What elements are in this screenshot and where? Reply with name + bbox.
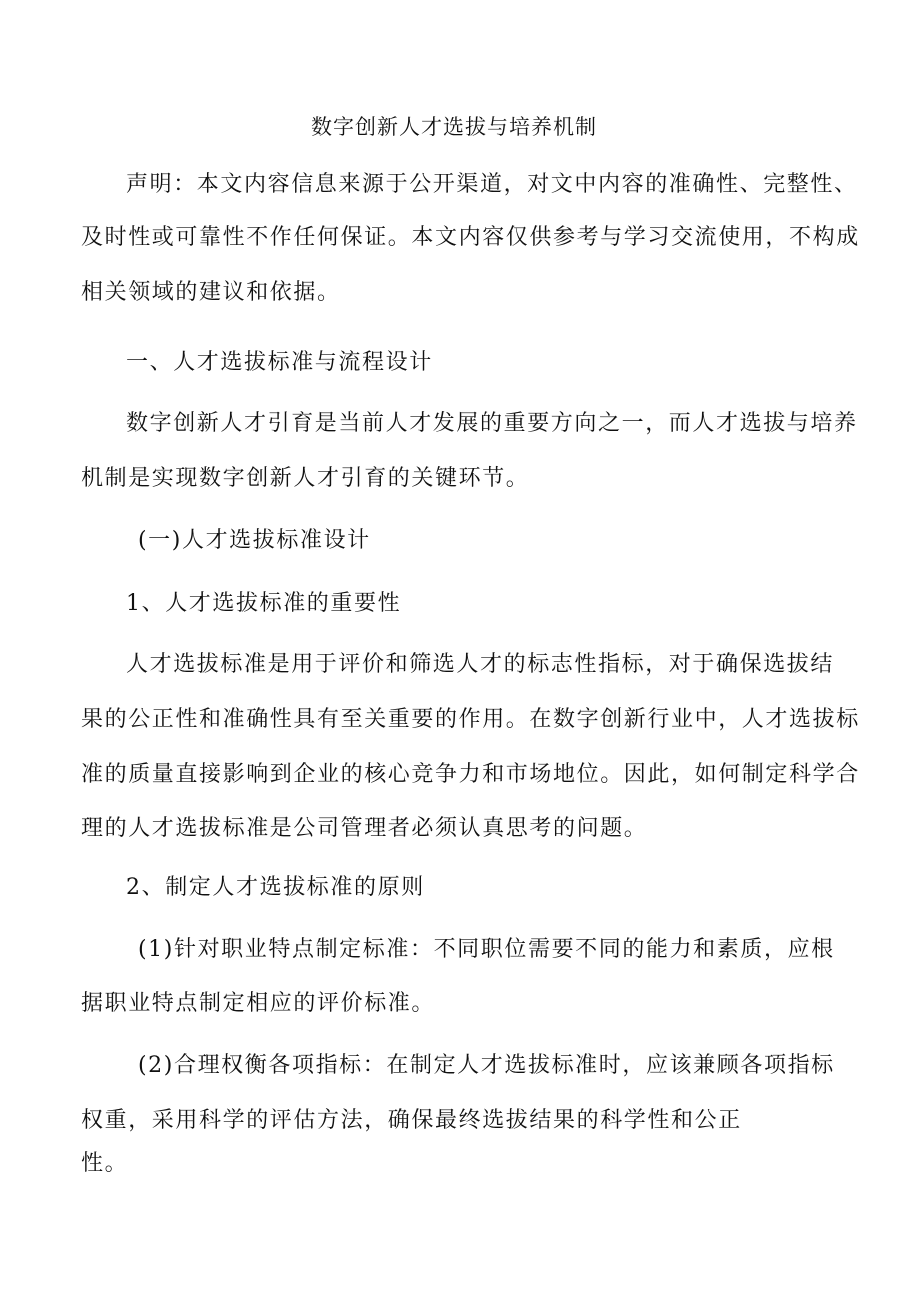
item-2-point-2-line-3: 性。 (81, 1151, 129, 1176)
section-1-intro-line-1: 数字创新人才引育是当前人才发展的重要方向之一，而人才选拔与培养 (126, 411, 858, 436)
section-1-heading: 一、人才选拔标准与流程设计 (126, 350, 433, 375)
item-2-heading: 2、制定人才选拔标准的原则 (126, 875, 425, 900)
item-2-point-1-line-1: (1)针对职业特点制定标准：不同职位需要不同的能力和素质，应根 (138, 937, 835, 962)
section-1-intro-line-2: 机制是实现数字创新人才引育的关键环节。 (81, 466, 530, 491)
item-2-point-2-line-2: 权重，采用科学的评估方法，确保最终选拔结果的科学性和公正 (81, 1108, 742, 1133)
subsection-1-heading: (一)人才选拔标准设计 (138, 528, 371, 553)
item-1-heading: 1、人才选拔标准的重要性 (126, 591, 402, 616)
document-title: 数字创新人才选拔与培养机制 (311, 115, 597, 139)
disclaimer-line-2: 及时性或可靠性不作任何保证。本文内容仅供参考与学习交流使用，不构成 (81, 225, 860, 250)
disclaimer-line-1: 声明：本文内容信息来源于公开渠道，对文中内容的准确性、完整性、 (126, 172, 858, 197)
item-2-point-1-line-2: 据职业特点制定相应的评价标准。 (81, 991, 436, 1016)
disclaimer-line-3: 相关领域的建议和依据。 (81, 280, 341, 305)
item-2-point-2-line-1: (2)合理权衡各项指标：在制定人才选拔标准时，应该兼顾各项指标 (138, 1053, 835, 1078)
item-1-line-1: 人才选拔标准是用于评价和筛选人才的标志性指标，对于确保选拔结 (126, 652, 835, 677)
item-1-line-4: 理的人才选拔标准是公司管理者必须认真思考的问题。 (81, 816, 648, 841)
item-1-line-3: 准的质量直接影响到企业的核心竞争力和市场地位。因此，如何制定科学合 (81, 762, 860, 787)
item-1-line-2: 果的公正性和准确性具有至关重要的作用。在数字创新行业中，人才选拔标 (81, 707, 860, 732)
